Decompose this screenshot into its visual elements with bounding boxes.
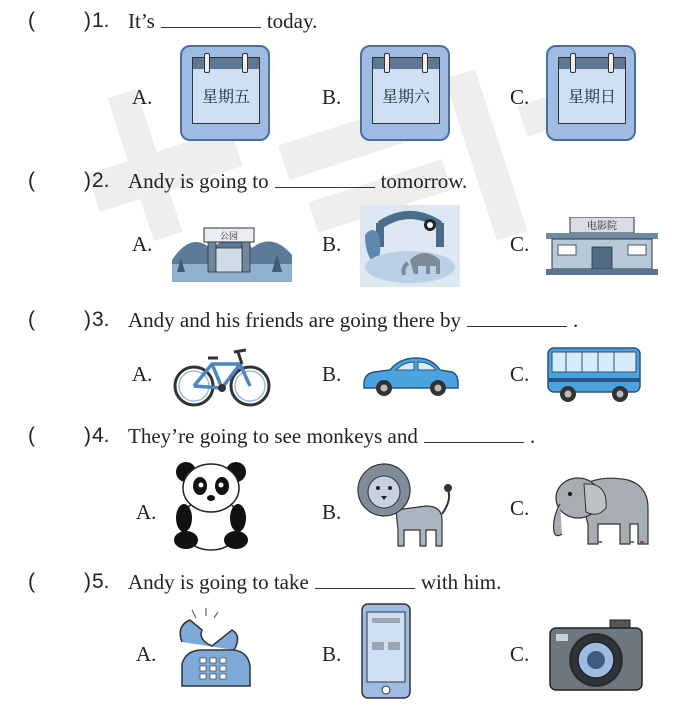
question-4: [0, 420, 693, 560]
question-text-after: tomorrow.: [380, 169, 468, 193]
option-letter: C.: [510, 642, 530, 666]
option-letter: B.: [322, 362, 342, 386]
question-text-before: Andy is going to take: [128, 570, 309, 594]
option-letter: A.: [136, 500, 157, 524]
answer-paren-open: (: [28, 570, 35, 593]
park-sign-text: 公园: [219, 232, 239, 242]
question-text-after: today.: [266, 9, 318, 33]
question-line: [0, 566, 693, 598]
answer-blank[interactable]: [275, 165, 375, 188]
question-text: [128, 304, 578, 336]
option-c[interactable]: [510, 606, 680, 706]
panda-icon: [172, 460, 250, 552]
question-5: [0, 566, 693, 710]
option-letter: C.: [510, 85, 530, 109]
question-2: [0, 165, 693, 295]
question-text-after: .: [573, 308, 579, 332]
answer-blank[interactable]: [161, 5, 261, 28]
bicycle-icon: [172, 344, 272, 408]
question-number: 2.: [92, 169, 110, 192]
question-number: 1.: [92, 9, 110, 32]
question-number: 5.: [92, 570, 110, 593]
elephant-icon: [548, 468, 652, 546]
car-icon: [360, 354, 460, 398]
option-letter: B.: [322, 642, 342, 666]
option-letter: A.: [136, 642, 157, 666]
question-line: [0, 420, 693, 452]
question-text: [128, 5, 317, 37]
answer-paren-close: ): [84, 169, 91, 192]
answer-blank[interactable]: [315, 566, 415, 589]
cinema-icon: [546, 217, 658, 275]
bus-icon: [546, 344, 644, 404]
question-text: [128, 165, 467, 197]
question-number: 4.: [92, 424, 110, 447]
option-letter: C.: [510, 232, 530, 256]
question-text-after: .: [529, 424, 536, 448]
calendar-day-text: 星期六: [381, 87, 430, 106]
question-text-before: Andy and his friends are going there by: [128, 308, 461, 332]
option-c[interactable]: [510, 45, 680, 145]
option-a[interactable]: [132, 210, 302, 310]
answer-paren-open: (: [28, 308, 35, 331]
question-text-after: with him.: [420, 570, 502, 594]
question-text-before: It’s: [128, 9, 155, 33]
question-text-before: They’re going to see monkeys and: [128, 424, 418, 448]
telephone-icon: [172, 606, 262, 696]
option-letter: C.: [510, 362, 530, 386]
mobile-phone-icon: [360, 602, 412, 700]
option-c[interactable]: [510, 205, 680, 305]
option-letter: C.: [510, 496, 530, 520]
option-letter: A.: [132, 362, 153, 386]
answer-blank[interactable]: [424, 420, 524, 443]
answer-paren-close: ): [84, 308, 91, 331]
question-line: [0, 304, 693, 336]
option-a[interactable]: [132, 45, 292, 145]
option-a[interactable]: [136, 460, 306, 560]
option-b[interactable]: [322, 45, 482, 145]
answer-paren-open: (: [28, 424, 35, 447]
option-letter: A.: [132, 85, 153, 109]
option-letter: A.: [132, 232, 153, 256]
question-text-before: Andy is going to: [128, 169, 269, 193]
zoo-icon: [360, 205, 460, 287]
calendar-icon: [180, 45, 270, 141]
question-line: [0, 165, 693, 197]
answer-paren-open: (: [28, 9, 35, 32]
option-letter: B.: [322, 85, 342, 109]
question-3: [0, 304, 693, 414]
option-letter: B.: [322, 232, 342, 256]
option-a[interactable]: [136, 606, 306, 706]
question-number: 3.: [92, 308, 110, 331]
calendar-day-text: 星期日: [567, 87, 616, 106]
answer-paren-close: ): [84, 570, 91, 593]
question-line: [0, 5, 693, 37]
camera-icon: [548, 618, 644, 692]
question-text: [128, 566, 501, 598]
option-c[interactable]: [510, 460, 680, 560]
answer-paren-close: ): [84, 9, 91, 32]
answer-paren-close: ): [84, 424, 91, 447]
answer-blank[interactable]: [467, 304, 567, 327]
option-b[interactable]: [322, 205, 492, 305]
option-letter: B.: [322, 500, 342, 524]
question-1: [0, 5, 693, 165]
option-b[interactable]: [322, 606, 492, 706]
cinema-sign-text: 电影院: [587, 221, 617, 232]
park-icon: [172, 220, 292, 282]
question-text: [128, 420, 535, 452]
calendar-day-text: 星期五: [201, 87, 250, 106]
calendar-icon: [360, 45, 450, 141]
lion-icon: [356, 460, 456, 550]
option-b[interactable]: [322, 460, 492, 560]
answer-paren-open: (: [28, 169, 35, 192]
calendar-icon: [546, 45, 636, 141]
